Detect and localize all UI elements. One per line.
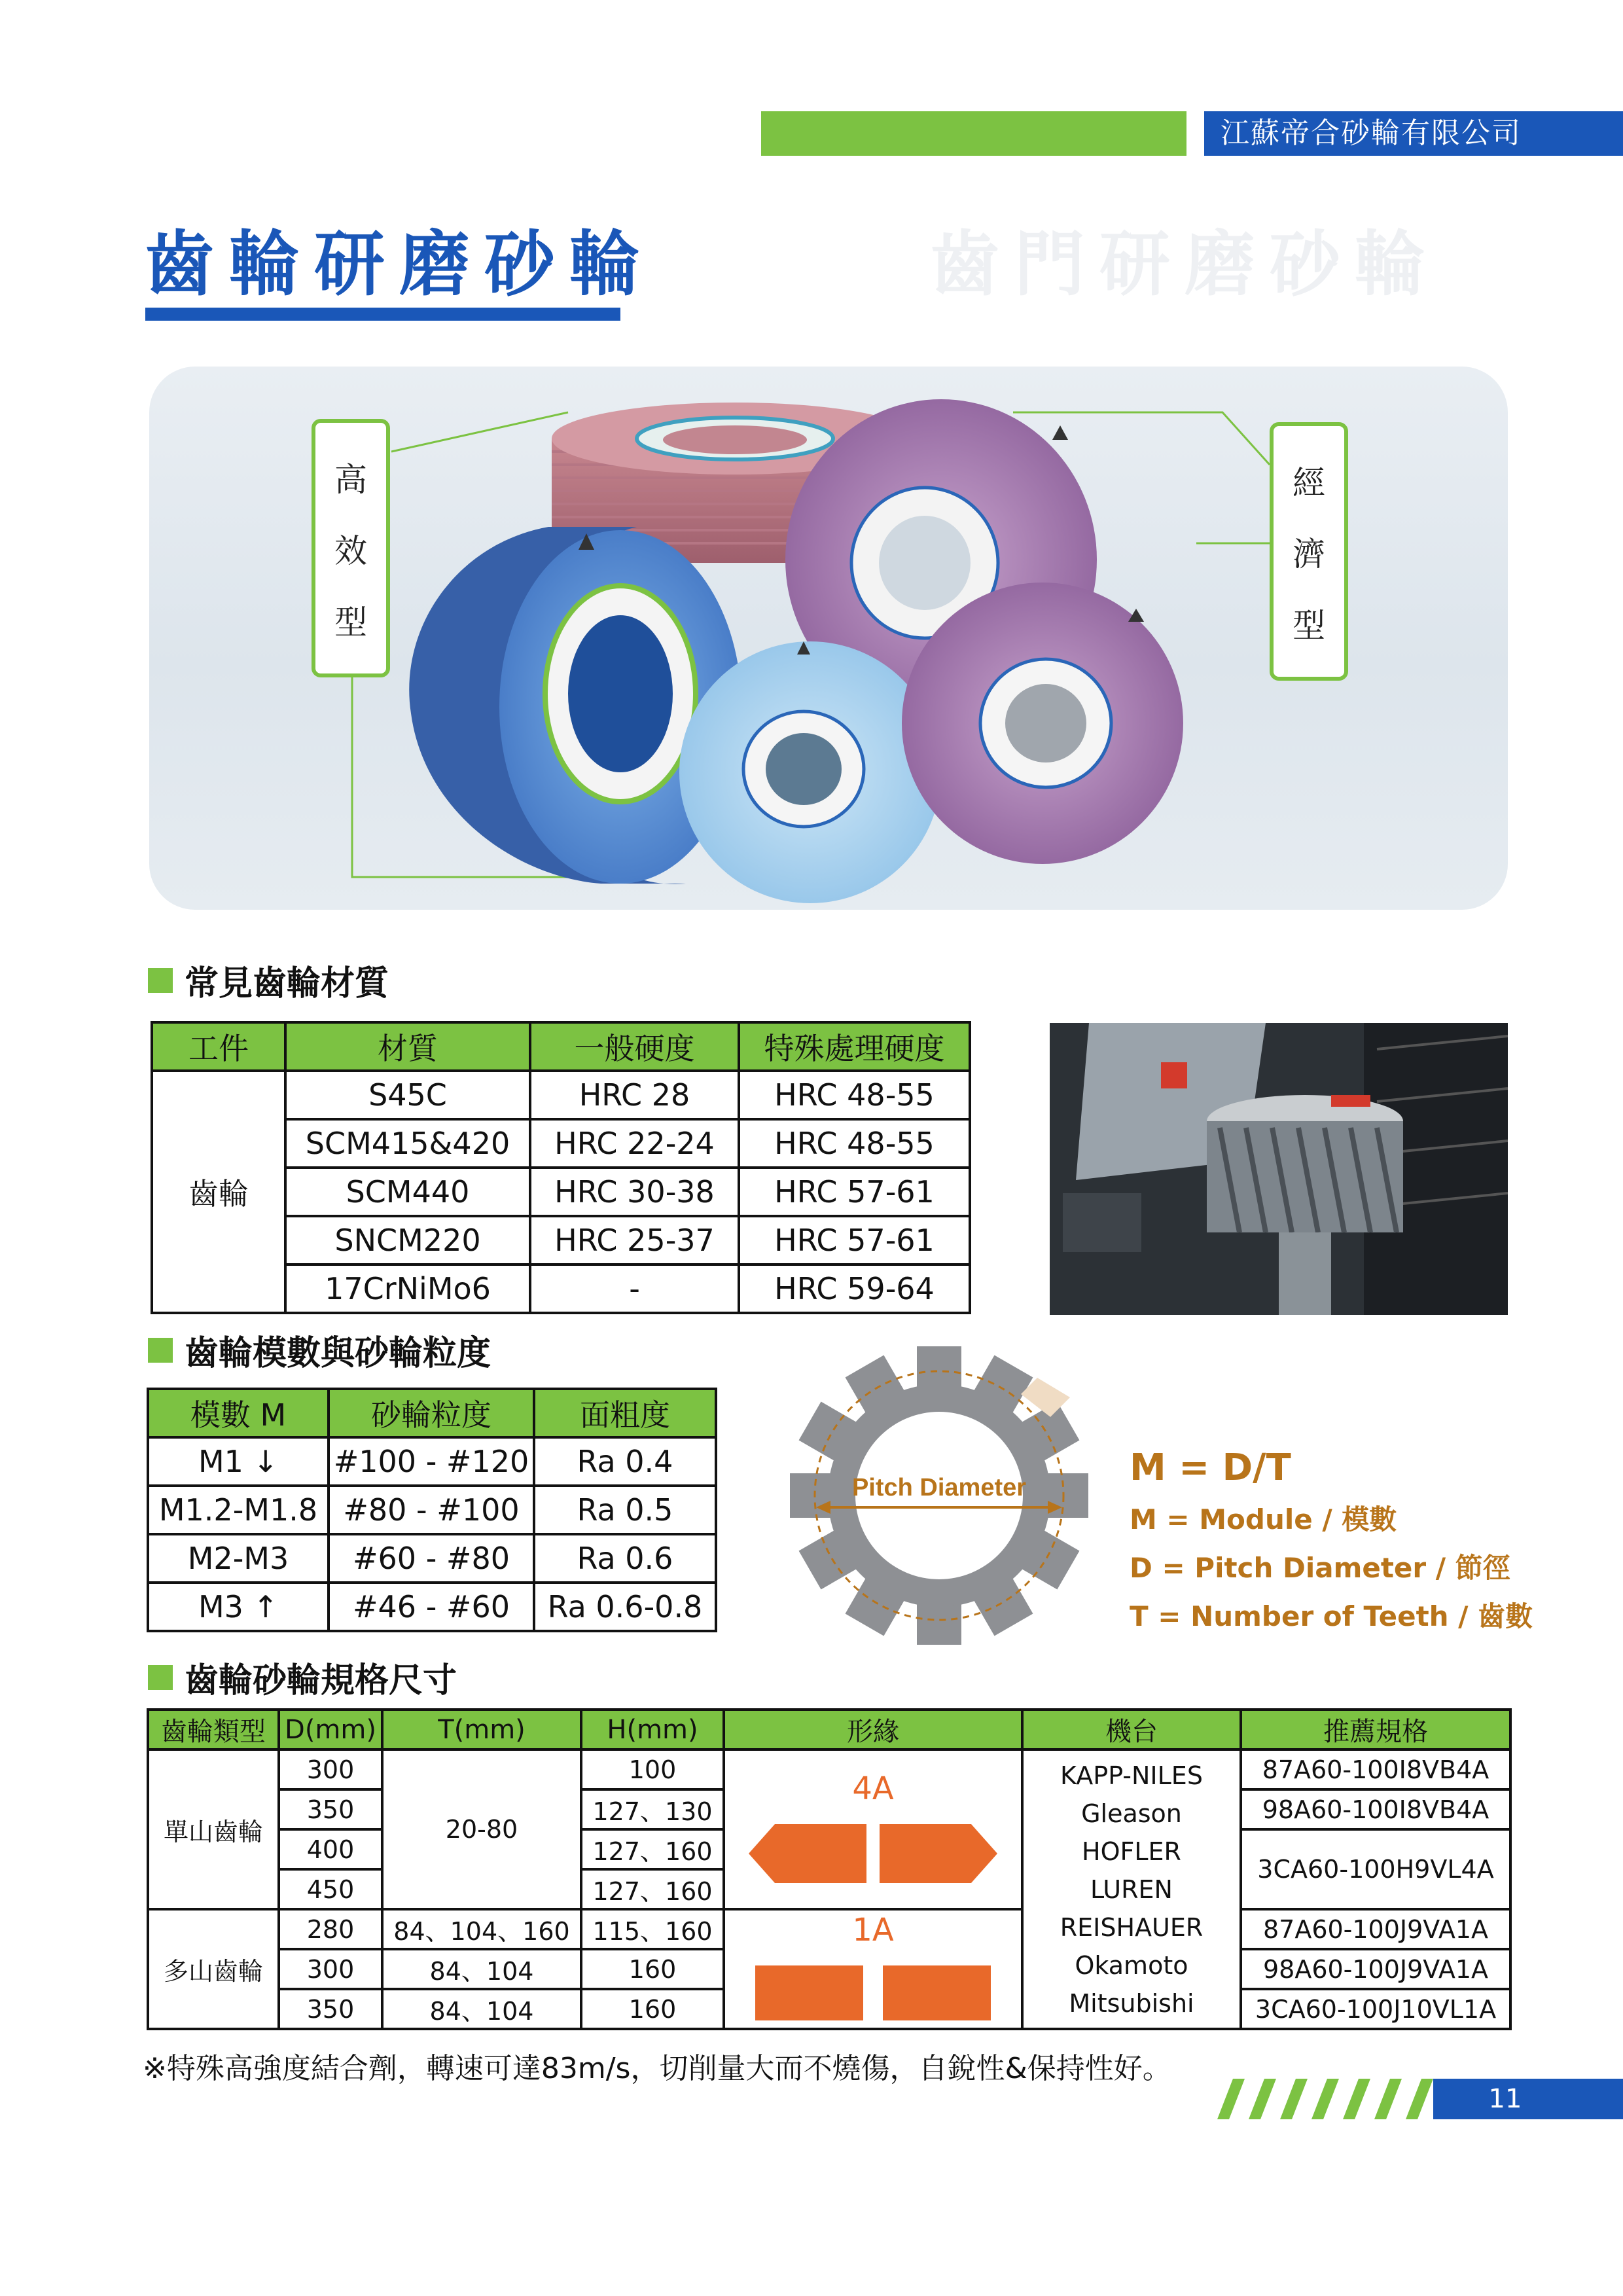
table-header: 材質 xyxy=(285,1022,530,1071)
table-row: M2-M3 #60 - #80 Ra 0.6 xyxy=(148,1534,716,1583)
gear-icon xyxy=(785,1342,1093,1649)
table-row: M1.2-M1.8 #80 - #100 Ra 0.5 xyxy=(148,1486,716,1534)
table-header: 形緣 xyxy=(724,1710,1022,1749)
table-header: T(mm) xyxy=(382,1710,581,1749)
shape-1a-cell: 1A xyxy=(724,1909,1022,2029)
table-row: SNCM220 HRC 25-37 HRC 57-61 xyxy=(152,1216,970,1265)
table-row: 350 127、130 98A60-100I8VB4A xyxy=(148,1789,1510,1829)
company-name: 江蘇帝合砂輪有限公司 xyxy=(1221,117,1522,150)
table-row: SCM415&420 HRC 22-24 HRC 48-55 xyxy=(152,1119,970,1168)
shape-4a-icon xyxy=(749,1824,997,1883)
table-header: 推薦規格 xyxy=(1241,1710,1510,1749)
table-header: 面粗度 xyxy=(534,1389,716,1437)
table-header: 工件 xyxy=(152,1022,285,1071)
table-header: 特殊處理硬度 xyxy=(739,1022,970,1071)
wheel-spec-table xyxy=(147,1708,1512,2030)
table-header: 模數 M xyxy=(148,1389,329,1437)
machines-cell: KAPP-NILES Gleason HOFLER LUREN REISHAUER Okamoto Mitsubishi xyxy=(1022,1749,1241,2029)
table-row: SCM440 HRC 30-38 HRC 57-61 xyxy=(152,1168,970,1216)
section-module-heading: 齒輪模數與砂輪粒度 xyxy=(148,1325,491,1374)
table-header: D(mm) xyxy=(279,1710,382,1749)
section-spec-heading: 齒輪砂輪規格尺寸 xyxy=(148,1653,457,1702)
light-blue-wheel xyxy=(679,641,941,903)
gear-grinding-machine-photo xyxy=(1050,1023,1508,1315)
economy-label: 經 濟 型 xyxy=(1270,422,1348,681)
shape-1a-icon xyxy=(749,1965,997,2020)
table-row: 400 127、160 3CA60-100H9VL4A xyxy=(148,1829,1510,1869)
table-header: 齒輪類型 xyxy=(148,1710,279,1749)
gear-type-cell: 多山齒輪 xyxy=(148,1909,279,2029)
table-header: 機台 xyxy=(1022,1710,1241,1749)
table-row: 17CrNiMo6 - HRC 59-64 xyxy=(152,1265,970,1313)
small-violet-wheel xyxy=(902,583,1183,864)
table-row: 多山齒輪 280 84、104、160 115、160 1A 87A60-100J9VA1A xyxy=(148,1909,1510,1949)
materials-table xyxy=(151,1021,971,1314)
workpiece-cell: 齒輪 xyxy=(152,1071,285,1313)
bullet-square-icon xyxy=(148,1338,173,1363)
high-efficiency-label: 高 效 型 xyxy=(312,419,390,677)
blue-wheel xyxy=(409,527,741,884)
ghost-title-watermark: 齒門研磨砂輪 xyxy=(929,224,1440,306)
title-underline xyxy=(145,308,620,321)
page-title: 齒輪研磨砂輪 xyxy=(144,224,655,306)
table-row: 350 84、104 160 3CA60-100J10VL1A xyxy=(148,1989,1510,2029)
table-row: 齒輪 S45C HRC 28 HRC 48-55 xyxy=(152,1071,970,1119)
table-header: 砂輪粒度 xyxy=(329,1389,534,1437)
module-grit-table xyxy=(147,1388,717,1632)
gear-type-cell: 單山齒輪 xyxy=(148,1749,279,1909)
page-number: 11 xyxy=(1488,2084,1522,2114)
table-row: 單山齒輪 300 20-80 100 4A KAPP-NILES Gleason HOFLER LUREN REISHAUER Okamoto Mitsubishi 87A60-100I8VB4A xyxy=(148,1749,1510,1789)
formula-legend-t: T = Number of Teeth / 齒數 xyxy=(1130,1600,1533,1632)
table-row: M1 ↓ #100 - #120 Ra 0.4 xyxy=(148,1437,716,1486)
table-row: 300 84、104 160 98A60-100J9VA1A xyxy=(148,1949,1510,1989)
connector-line xyxy=(391,412,568,452)
shape-4a-cell: 4A xyxy=(724,1749,1022,1909)
bullet-square-icon xyxy=(148,968,173,993)
pitch-diameter-label: Pitch Diameter xyxy=(851,1474,1027,1501)
section-materials-heading: 常見齒輪材質 xyxy=(148,956,389,1005)
formula-legend-m: M = Module / 模數 xyxy=(1130,1503,1397,1535)
footnote: ※特殊高強度結合劑，轉速可達83m/s，切削量大而不燒傷，自銳性&保持性好。 xyxy=(143,2052,1171,2085)
table-row: 450 127、160 xyxy=(148,1869,1510,1909)
table-row: M3 ↑ #46 - #60 Ra 0.6-0.8 xyxy=(148,1583,716,1631)
table-header: H(mm) xyxy=(581,1710,724,1749)
formula-legend-d: D = Pitch Diameter / 節徑 xyxy=(1130,1552,1510,1584)
formula-main: M = D/T xyxy=(1130,1446,1291,1489)
table-header: 一般硬度 xyxy=(530,1022,739,1071)
footer-stripes-decoration xyxy=(1211,2079,1433,2119)
bullet-square-icon xyxy=(148,1665,173,1690)
module-formula xyxy=(1130,1446,1533,1643)
header-accent-bar xyxy=(761,111,1186,156)
